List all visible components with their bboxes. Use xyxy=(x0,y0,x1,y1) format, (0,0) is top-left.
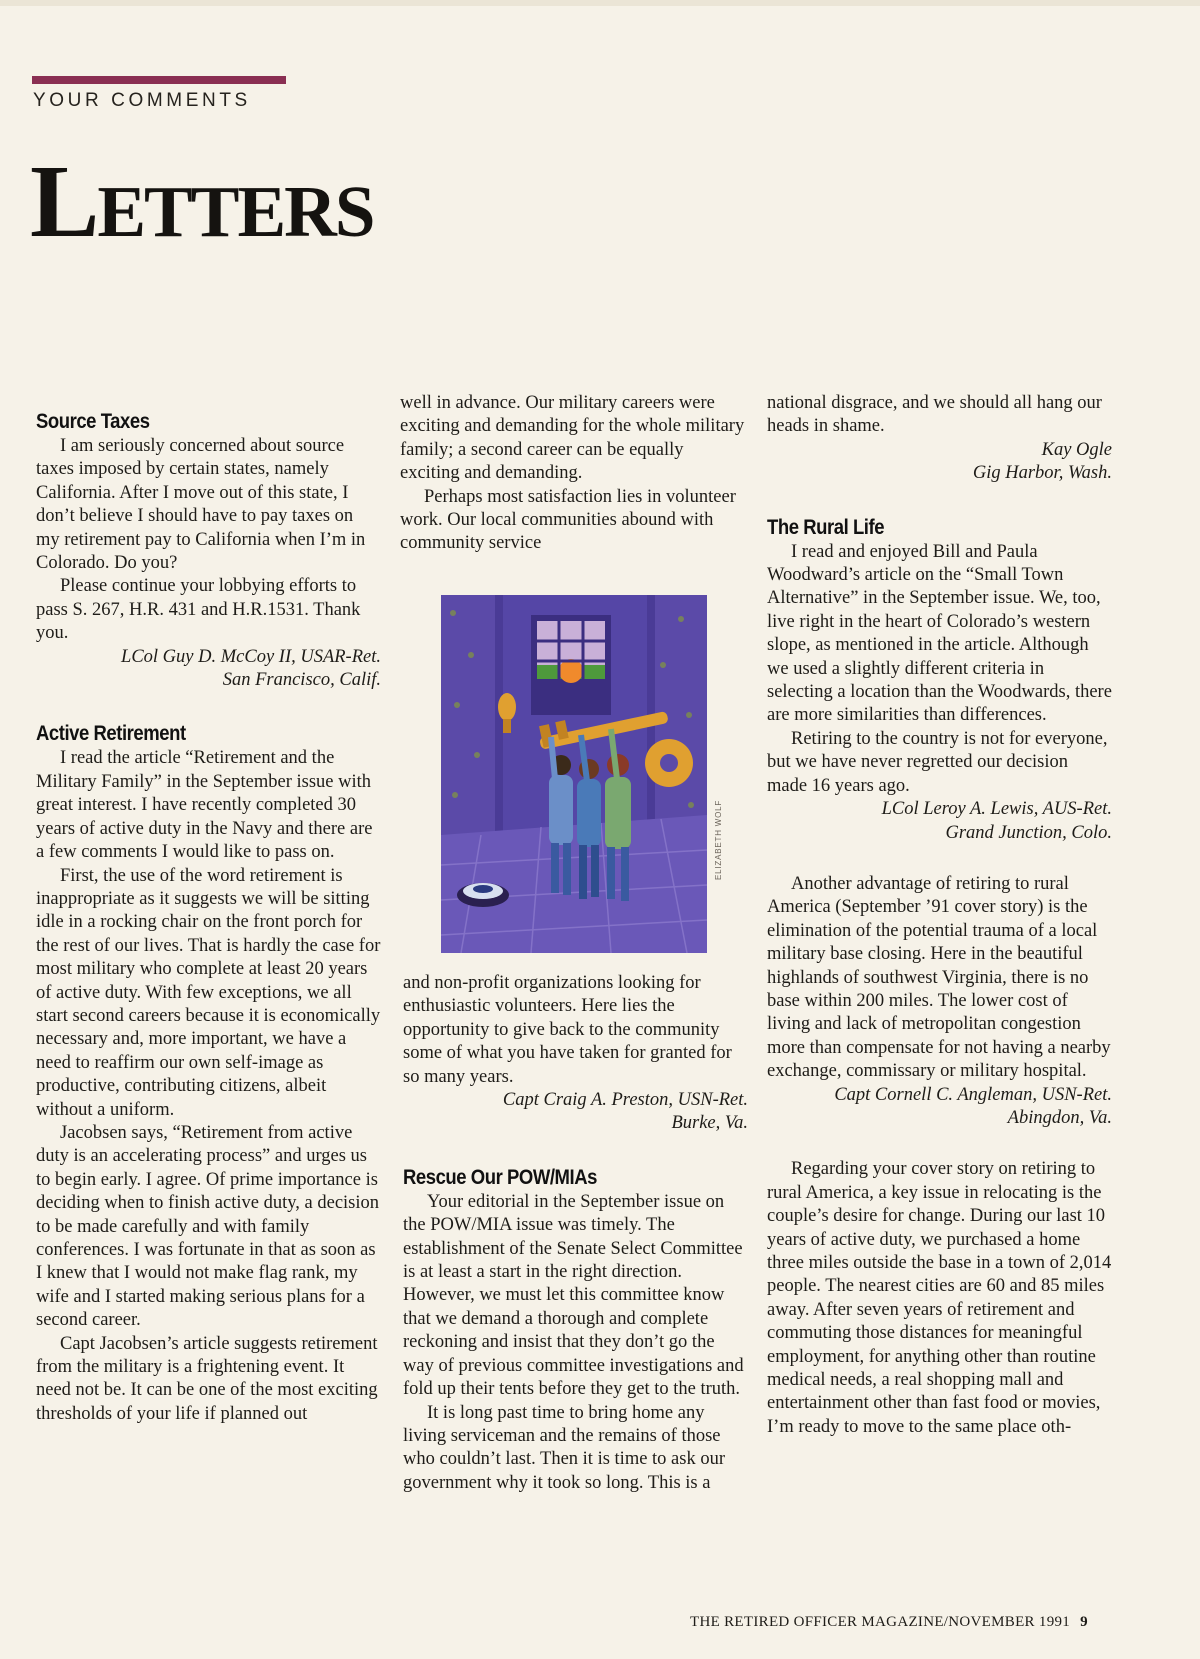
letter-paragraph: Perhaps most satisfaction lies in volunteer work. Our local communities abound with community service xyxy=(400,486,736,554)
letter-paragraph: I read and enjoyed Bill and Paula Woodward’s article on the “Small Town Alternative” in the September issue. We, too, live right in the heart of Colorado’s western slope, as mentioned in the article. Although we used a slightly different criteria in selecting a location than the Woodwards, there are more similarities than differences. xyxy=(767,541,1112,726)
letter-signature-place: San Francisco, Calif. xyxy=(222,670,381,691)
column-1 xyxy=(36,408,381,1426)
illustration-key-door xyxy=(441,595,707,953)
column-3 xyxy=(767,392,1112,1439)
letter-paragraph: Please continue your lobbying efforts to pass S. 267, H.R. 431 and H.R.1531. Thank you. xyxy=(36,576,361,644)
letter-signature-place: Grand Junction, Colo. xyxy=(945,822,1112,843)
letter-paragraph: Regarding your cover story on retiring to rural America, a key issue in relocating is the couple’s desire for change. During our last 10 years of active duty, we purchased a home three miles outside the base in a town of 2,014 people. The nearest cities are 60 and 85 miles away. After seven years of retirement and commuting those distances for meaningful employment, for anything other than routine medical needs, a real shopping mall and entertainment other than fast food or movies, I’m ready to move to the same place oth- xyxy=(767,1159,1112,1437)
letter-paragraph: I am seriously concerned about source taxes imposed by certain states, namely California. After I move out of this state, I don’t believe I should have to pay taxes on my retirement pay to California when I’m in Colorado. Do you? xyxy=(36,436,366,574)
column-2-top xyxy=(400,392,745,556)
kicker-accent-bar xyxy=(32,76,286,84)
letter-heading-active-retirement: Active Retirement xyxy=(36,722,186,746)
letter-signature-name: LCol Leroy A. Lewis, AUS-Ret. xyxy=(881,799,1112,820)
letter-heading-pow-mia: Rescue Our POW/MIAs xyxy=(403,1165,597,1189)
page-footer xyxy=(690,1614,1088,1631)
letter-paragraph: Another advantage of retiring to rural America (September ’91 cover story) is the elimination of the potential trauma of a local military base closing. Here in the beautiful highlands of southwest Virginia, there is no base within 200 miles. The lower cost of living and lack of metropolitan congestion more than compensate for not having a nearby exchange, commissary or military hospital. xyxy=(767,873,1111,1082)
letter-signature-place: Burke, Va. xyxy=(671,1113,748,1134)
letter-paragraph: First, the use of the word retirement is inappropriate as it suggests we will be sitting idle in a rocking chair on the front porch for the rest of our lives. That is hardly the case for most military who complete at least 20 years of active duty. With few exceptions, we all start second careers because it is economically necessary and, more important, we have a need to reaffirm our own self-image as productive, contributing citizens, albeit without a uniform. xyxy=(36,865,381,1120)
illustration-credit: ELIZABETH WOLF xyxy=(714,799,723,880)
letter-paragraph: Your editorial in the September issue on the POW/MIA issue was timely. The establishment of the Senate Select Committee is at least a start in the right direction. However, we must let this committee know that we demand a thorough and complete reckoning and insist that they don’t go the way of previous committee investigations and fold up their tents before they get to the truth. xyxy=(403,1191,744,1400)
letter-paragraph: It is long past time to bring home any living serviceman and the remains of those who couldn’t last. Then it is time to ask our government why it took so long. This is a xyxy=(403,1402,726,1493)
letter-paragraph-continued: national disgrace, and we should all hang our heads in shame. xyxy=(767,393,1102,437)
page-top-edge xyxy=(0,0,1200,6)
letter-paragraph: Retiring to the country is not for everyone, but we have never regretted our decision made 16 years ago. xyxy=(767,728,1108,796)
letter-signature-name: Capt Cornell C. Angleman, USN-Ret. xyxy=(834,1084,1112,1105)
letter-paragraph-continued: and non-profit organizations looking for enthusiastic volunteers. Here lies the opportunity to give back to the community some of what you have taken for granted for so many years. xyxy=(403,973,732,1087)
letter-heading-source-taxes: Source Taxes xyxy=(36,410,150,433)
letter-signature-name: Kay Ogle xyxy=(1041,439,1112,460)
footer-magazine-issue: THE RETIRED OFFICER MAGAZINE/NOVEMBER 1991 xyxy=(690,1614,1071,1630)
letter-paragraph: Capt Jacobsen’s article suggests retirement from the military is a frightening event. It need not be. It can be one of the most exciting thresholds of your life if planned out xyxy=(36,1333,378,1424)
letter-paragraph-continued: well in advance. Our military careers were exciting and demanding for the whole military family; a second career can be equally exciting and demanding. xyxy=(400,393,745,484)
page-number: 9 xyxy=(1080,1614,1088,1630)
letter-signature-place: Gig Harbor, Wash. xyxy=(972,463,1112,484)
page-title: Letters xyxy=(30,144,374,259)
letter-signature-place: Abingdon, Va. xyxy=(1007,1107,1112,1128)
letter-paragraph: Jacobsen says, “Retirement from active duty is an accelerating process” and urges us to begin early. I agree. Of prime importance is deciding when to finish active duty, a decision to be made carefully and with family conferences. I was fortunate in that as soon as I knew that I would not make flag rank, my wife and I started making serious plans for a second career. xyxy=(36,1122,380,1331)
column-2-bottom xyxy=(403,972,748,1495)
letter-paragraph: I read the article “Retirement and the Military Family” in the September issue with great interest. I have recently completed 30 years of active duty in the Navy and there are a few comments I would like to pass on. xyxy=(36,748,373,863)
letter-signature-name: Capt Craig A. Preston, USN-Ret. xyxy=(502,1090,748,1111)
section-kicker: YOUR COMMENTS xyxy=(33,90,251,111)
letter-signature-name: LCol Guy D. McCoy II, USAR-Ret. xyxy=(121,646,381,667)
letter-heading-rural-life: The Rural Life xyxy=(767,515,885,539)
